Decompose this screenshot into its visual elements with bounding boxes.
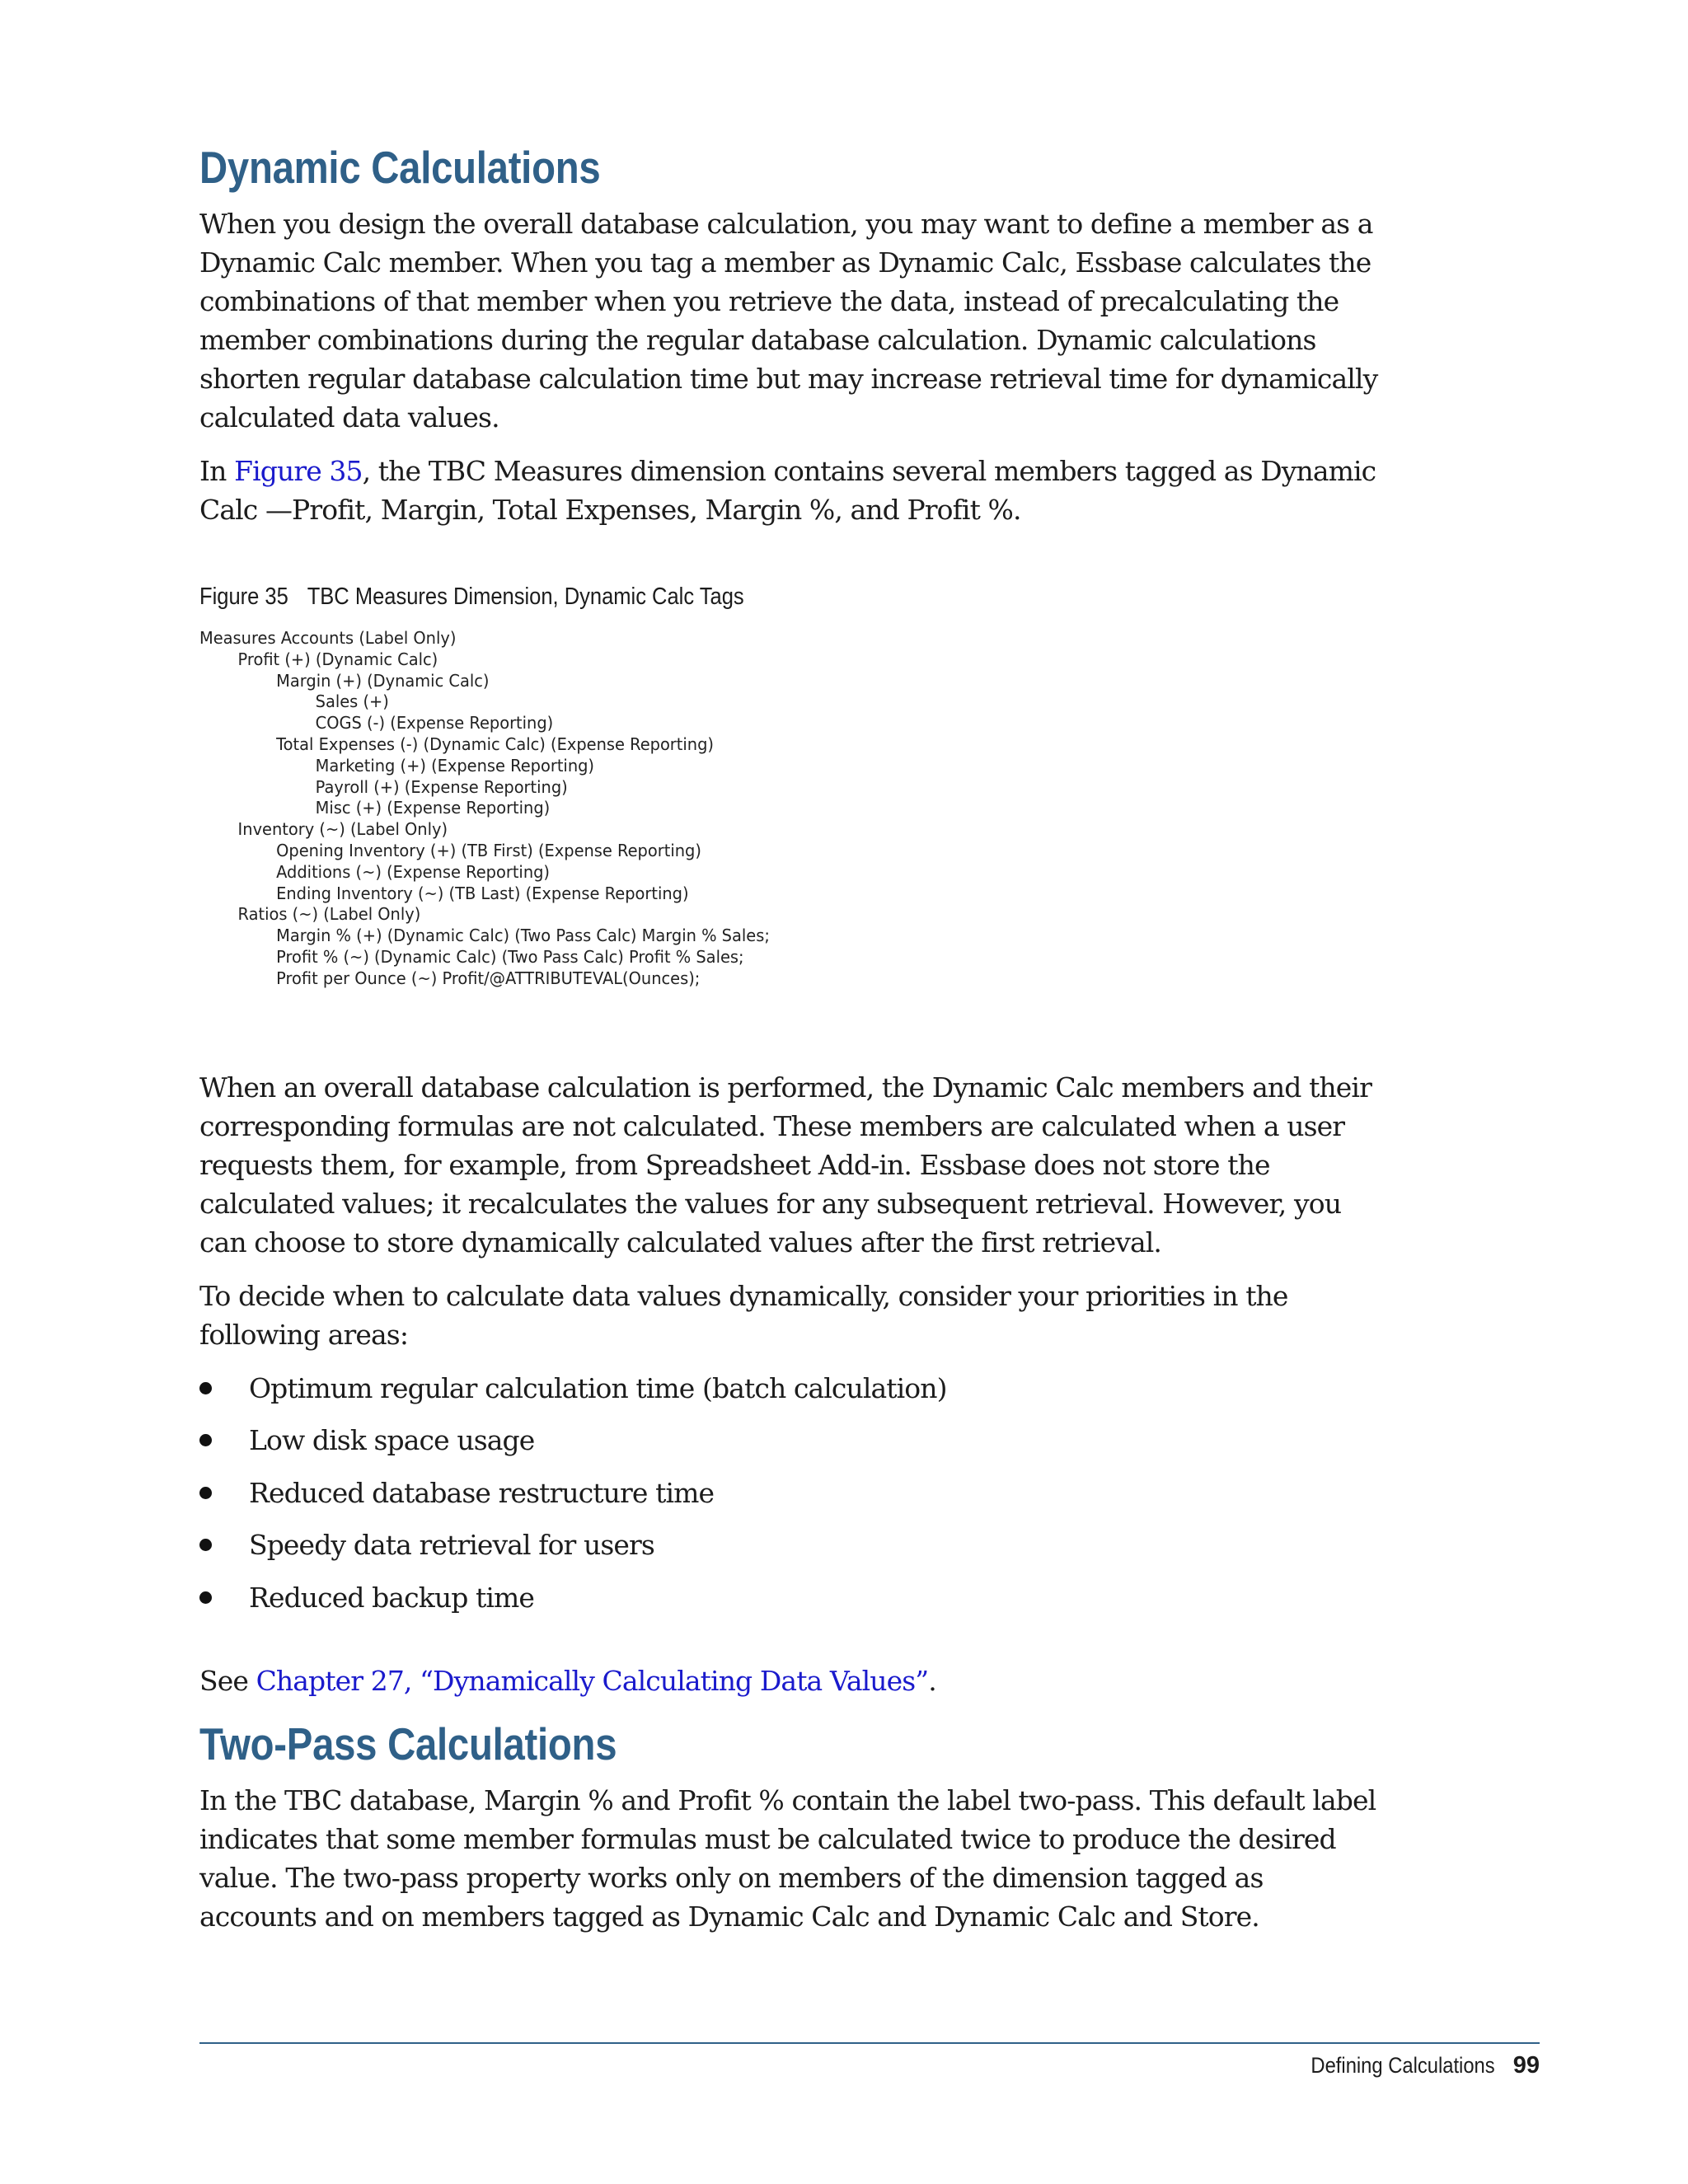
page-content: [199, 138, 1378, 1951]
paragraph-figure-reference: [199, 452, 1378, 529]
paragraph-see-also: [199, 1661, 1378, 1700]
outline-item: Opening Inventory (+) (TB First) (Expense Reporting): [276, 840, 701, 860]
outline-item: Misc (+) (Expense Reporting): [315, 798, 551, 818]
paragraph-text: See: [199, 1665, 256, 1698]
list-item: [199, 1526, 1378, 1578]
bullet-icon: [199, 1539, 212, 1551]
figure-number: Figure 35: [199, 583, 288, 610]
section-heading-two-pass-calculations: Two-Pass Calculations: [199, 1718, 617, 1770]
outline-item: Payroll (+) (Expense Reporting): [315, 776, 568, 797]
footer-chapter-title: Defining Calculations: [1311, 2053, 1495, 2078]
footer-divider: [199, 2042, 1540, 2044]
outline-item: Margin (+) (Dynamic Calc): [276, 670, 490, 691]
outline-item: Profit % (~) (Dynamic Calc) (Two Pass Calc) Profit % Sales;: [276, 946, 744, 967]
section-heading-dynamic-calculations: Dynamic Calculations: [199, 142, 601, 193]
page-number: 99: [1512, 2052, 1540, 2079]
outline-item: Ending Inventory (~) (TB Last) (Expense Reporting): [276, 883, 689, 903]
outline-item: Total Expenses (-) (Dynamic Calc) (Expense Reporting): [276, 733, 714, 754]
measures-outline-figure: [199, 628, 1343, 990]
paragraph-two-pass: In the TBC database, Margin % and Profit % contain the label two-pass. This default label indicates that some member formulas must be calculated twice to produce the desired value. The two-pass property works only on members of the dimension tagged as accounts and on members tagged as Dynamic Calc and Dynamic Calc and Store.: [199, 1784, 1376, 1933]
outline-item: COGS (-) (Expense Reporting): [315, 713, 554, 733]
outline-item: Additions (~) (Expense Reporting): [276, 861, 551, 882]
bullet-icon: [199, 1382, 212, 1394]
figure-35-link[interactable]: Figure 35: [234, 455, 363, 487]
list-item-text: Speedy data retrieval for users: [249, 1529, 654, 1562]
paragraph-text: , the TBC Measures dimension contains several members tagged as Dynamic Calc —Profit, Margin, Total Expenses, Margin %, and Profit %.: [199, 455, 1376, 526]
outline-item: Ratios (~) (Label Only): [237, 904, 421, 925]
list-item: [199, 1578, 1378, 1631]
outline-item: Measures Accounts (Label Only): [199, 628, 457, 648]
figure-caption: [199, 580, 1236, 613]
outline-item: Profit (+) (Dynamic Calc): [237, 649, 438, 669]
list-item: [199, 1369, 1378, 1422]
chapter-27-link[interactable]: Chapter 27, “Dynamically Calculating Data Values”: [256, 1665, 929, 1698]
page-footer: [1286, 2049, 1540, 2082]
figure-title: TBC Measures Dimension, Dynamic Calc Tags: [307, 583, 744, 610]
list-item: [199, 1474, 1378, 1526]
list-item-text: Low disk space usage: [249, 1424, 535, 1457]
outline-item: Inventory (~) (Label Only): [237, 819, 448, 840]
priorities-list: [199, 1369, 1378, 1631]
list-item: [199, 1421, 1378, 1474]
outline-item: Margin % (+) (Dynamic Calc) (Two Pass Calc) Margin % Sales;: [276, 926, 770, 946]
list-item-text: Optimum regular calculation time (batch calculation): [249, 1371, 947, 1404]
list-item-text: Reduced backup time: [249, 1581, 535, 1614]
list-item-text: Reduced database restructure time: [249, 1476, 715, 1509]
paragraph-text: .: [928, 1665, 936, 1698]
outline-item: Profit per Ounce (~) Profit/@ATTRIBUTEVAL(Ounces);: [276, 968, 701, 988]
outline-item: Sales (+): [315, 691, 389, 712]
paragraph-intro: When you design the overall database calculation, you may want to define a member as a Dynamic Calc member. When you tag a member as Dynamic Calc, Essbase calculates the combinations of that member when you retrieve the data, instead of precalculating the member combinations during the regular database calculation. Dynamic calculations shorten regular database calculation time but may increase retrieval time for dynamically calculated data values.: [199, 208, 1378, 434]
paragraph-dynamic-calc-behavior: When an overall database calculation is performed, the Dynamic Calc members and their corresponding formulas are not calculated. These members are calculated when a user requests them, for example, from Spreadsheet Add-in. Essbase does not store the calculated values; it recalculates the values for any subsequent retrieval. However, you can choose to store dynamically calculated values after the first retrieval.: [199, 1071, 1372, 1258]
bullet-icon: [199, 1487, 212, 1499]
bullet-icon: [199, 1591, 212, 1604]
outline-item: Marketing (+) (Expense Reporting): [315, 755, 595, 776]
paragraph-priorities: To decide when to calculate data values dynamically, consider your priorities in the following areas:: [199, 1279, 1288, 1351]
bullet-icon: [199, 1434, 212, 1446]
paragraph-text: In: [199, 455, 235, 487]
